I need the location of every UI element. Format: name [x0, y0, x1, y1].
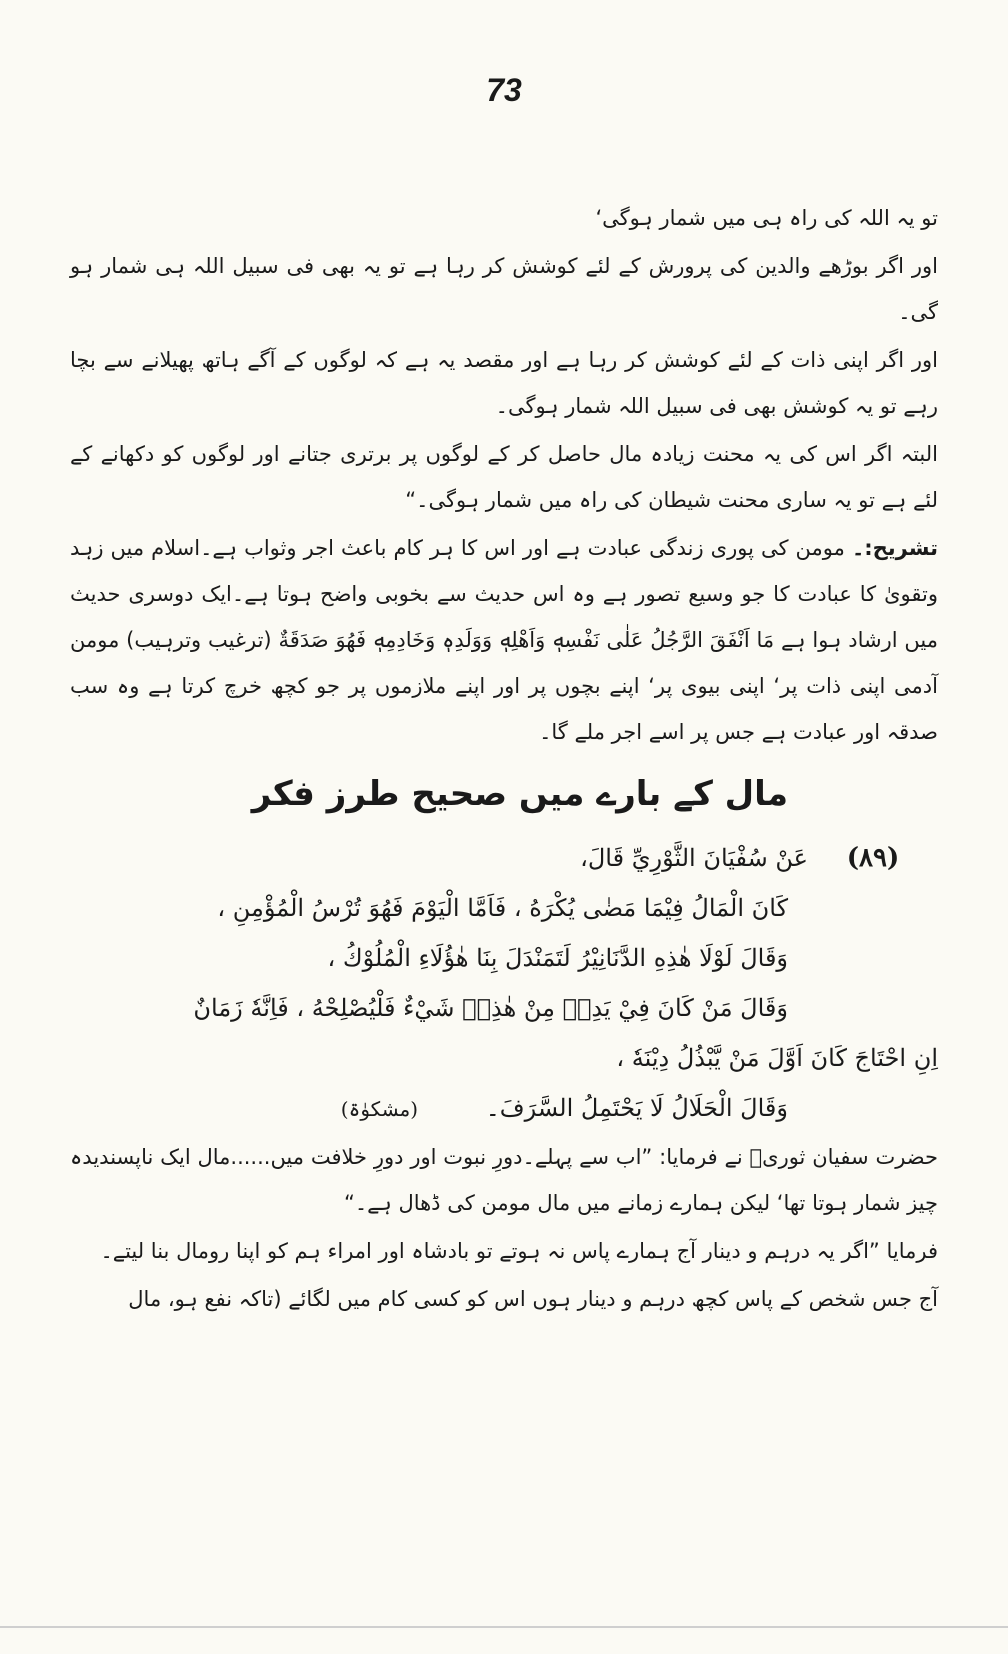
hadith-line: اِنِ احْتَاجَ كَانَ اَوَّلَ مَنْ يَّبْذُلُ دِيْنَهٗ ،	[616, 1044, 938, 1072]
paragraph: اور اگر اپنی ذات کے لئے کوشش کر رہا ہے اور مقصد یہ ہے کہ لوگوں کے آگے ہاتھ پھیلانے سے بچا رہے تو یہ کوشش بھی فی سبیل اللہ شمار ہوگی۔	[70, 348, 938, 418]
explanation-text: مومن کی پوری زندگی عبادت ہے اور اس کا ہر کام باعث اجر وثواب ہے۔اسلام میں زہد وتقویٰ کا عبادت کا جو وسیع تصور ہے وہ اس حدیث سے بخوبی واضح ہوتا ہے۔ایک دوسری حدیث میں ارشاد ہوا ہے مَا اَنْفَقَ الرَّجُلُ عَلٰى نَفْسِهٖ وَاَهْلِهٖ وَوَلَدِهٖ وَخَادِمِهٖ فَهُوَ صَدَقَةٌ (ترغیب وترہیب) مومن آدمی اپنی ذات پر‘ اپنی بیوی پر‘ اپنے بچوں پر اور اپنے ملازموں پر جو کچھ خرچ کرتا ہے وہ سب صدقہ اور عبادت ہے جس پر اسے اجر ملے گا۔	[70, 536, 938, 744]
hadith-number: (۸۹)	[846, 843, 900, 873]
hadith-line: كَانَ الْمَالُ فِيْمَا مَضٰى يُكْرَهُ ، فَاَمَّا الْيَوْمَ فَهُوَ تُرْسُ الْمُؤْمِنِ ،	[217, 894, 788, 922]
section-heading: مال کے بارے میں صحیح طرز فکر	[251, 774, 788, 814]
hadith-line: وَقَالَ لَوْلَا هٰذِهِ الدَّنَانِيْرُ لَتَمَنْدَلَ بِنَا هٰؤُلَاءِ الْمُلُوْكُ ،	[327, 944, 788, 972]
hadith-line: وَقَالَ الْحَلَالُ لَا يَحْتَمِلُ السَّرَفَ۔	[485, 1094, 788, 1122]
hadith-last-line	[70, 1083, 938, 1134]
explanation-label: تشریح:۔	[851, 536, 938, 560]
hadith-line: وَقَالَ مَنْ كَانَ فِيْ يَدِهٖ مِنْ هٰذِهٖ شَيْءٌ فَلْيُصْلِحْهُ ، فَاِنَّهٗ زَمَانٌ	[193, 994, 788, 1022]
hadith-first-line	[70, 833, 938, 883]
hadith-line: عَنْ سُفْيَانَ الثَّوْرِيِّ قَالَ،	[580, 844, 808, 872]
page-number: 73	[486, 72, 522, 108]
paragraph: آج جس شخص کے پاس کچھ درہم و دینار ہوں اس کو کسی کام میں لگائے (تاکہ نفع ہو، مال	[128, 1287, 938, 1311]
paragraph: اور اگر بوڑھے والدین کی پرورش کے لئے کوشش کر رہا ہے تو یہ بھی فی سبیل اللہ ہی شمار ہو گی۔	[70, 254, 938, 324]
page-body	[70, 195, 938, 1324]
hadith-source: (مشکوٰۃ)	[340, 1097, 419, 1121]
paragraph: حضرت سفیان ثوریؒ نے فرمایا: ”اب سے پہلے۔دورِ نبوت اور دورِ خلافت میں......مال ایک ناپسندیدہ چیز شمار ہوتا تھا‘ لیکن ہمارے زمانے میں مال مومن کی ڈھال ہے۔“	[70, 1145, 938, 1215]
paragraph: فرمایا ”اگر یہ درہم و دینار آج ہمارے پاس نہ ہوتے تو بادشاہ اور امراء ہم کو اپنا رومال بنا لیتے۔	[100, 1239, 938, 1263]
paragraph: البتہ اگر اس کی یہ محنت زیادہ مال حاصل کر کے لوگوں پر برتری جتانے اور لوگوں کو دکھانے کے لئے ہے تو یہ ساری محنت شیطان کی راہ میں شمار ہوگی۔“	[70, 442, 938, 512]
page-edge-divider	[0, 1626, 1008, 1628]
explanation-paragraph	[70, 525, 938, 755]
paragraph: تو یہ اللہ کی راہ ہی میں شمار ہوگی‘	[595, 206, 938, 230]
